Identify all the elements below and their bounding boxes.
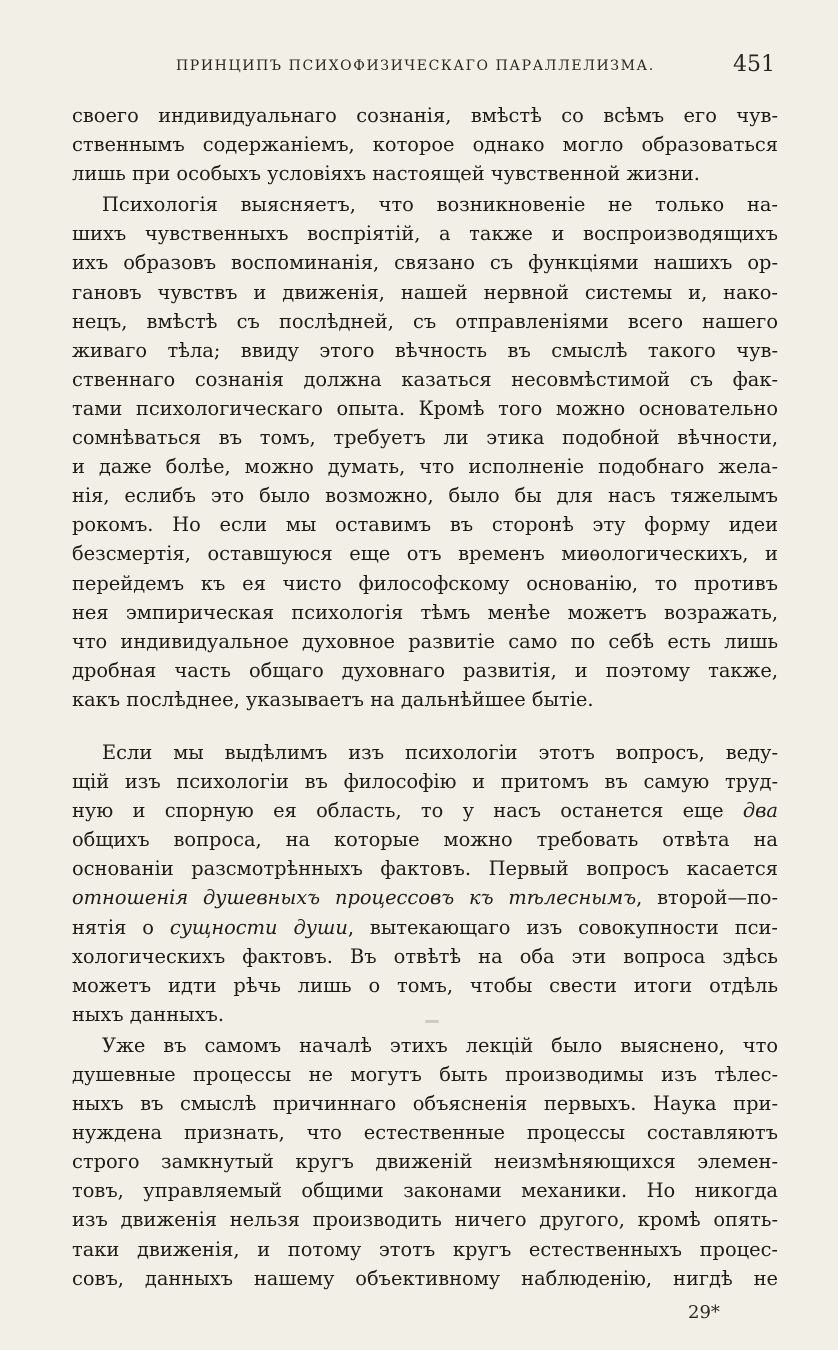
text-line — [72, 738, 778, 767]
text-segment: шихъ чувственныхъ воспріятій, а также и воспроизводящихъ — [72, 222, 778, 246]
text-line — [72, 942, 778, 971]
text-segment: ныхъ данныхъ. — [72, 1002, 225, 1026]
text-segment: дробная часть общаго духовнаго развитія, и поэтому также, — [72, 658, 778, 682]
text-segment: строго замкнутый кругъ движеній неизмѣняющихся элемен- — [72, 1150, 778, 1174]
text-line — [72, 1176, 778, 1205]
text-line — [72, 1264, 778, 1293]
text-segment: ныхъ въ смыслѣ причиннаго объясненія первыхъ. Наука при- — [72, 1092, 778, 1116]
paragraph-gap — [72, 714, 778, 738]
paragraph — [72, 738, 778, 1029]
text-line — [72, 854, 778, 883]
text-segment: гановъ чувствъ и движенія, нашей нервной системы и, нако- — [72, 280, 778, 304]
text-line — [72, 1118, 778, 1147]
text-segment: основаніи разсмотрѣнныхъ фактовъ. Первый вопросъ касается — [72, 857, 778, 881]
running-head — [0, 52, 838, 82]
body-text — [72, 101, 778, 1293]
text-line — [72, 1089, 778, 1118]
text-line — [72, 767, 778, 796]
text-segment: ственнымъ содержаніемъ, которое однако могло образоваться — [72, 133, 778, 157]
text-line — [72, 130, 778, 159]
text-segment: нея эмпирическая психологія тѣмъ менѣе можетъ возражать, — [72, 600, 778, 624]
text-line — [72, 248, 778, 277]
text-line — [72, 159, 778, 188]
emphasis-text: сущности души — [169, 915, 348, 939]
text-line — [72, 336, 778, 365]
text-segment: можетъ идти рѣчь лишь о томъ, чтобы свести итоги отдѣль — [72, 973, 778, 997]
text-line — [72, 685, 778, 714]
text-segment: сомнѣваться въ томъ, требуетъ ли этика подобной вѣчности, — [72, 426, 778, 450]
signature-mark: 29* — [688, 1302, 720, 1323]
text-line — [72, 883, 778, 912]
text-line — [72, 394, 778, 423]
text-line — [72, 365, 778, 394]
text-line — [72, 1000, 778, 1029]
text-segment: своего индивидуальнаго сознанія, вмѣстѣ со всѣмъ его чув- — [72, 104, 778, 127]
text-segment: Если мы выдѣлимъ изъ психологіи этотъ вопросъ, веду- — [102, 740, 778, 764]
text-segment: тами психологическаго опыта. Кромѣ того можно основательно — [72, 396, 778, 420]
text-segment: , второй—по- — [636, 886, 778, 910]
text-line — [72, 1235, 778, 1264]
text-line — [72, 1060, 778, 1089]
text-line — [72, 1205, 778, 1234]
text-segment: ственнаго сознанія должна казаться несовмѣстимой съ фак- — [72, 367, 778, 391]
text-segment: рокомъ. Но если мы оставимъ въ сторонѣ эту форму идеи — [72, 513, 778, 537]
page-number: 451 — [733, 52, 775, 77]
text-line — [72, 452, 778, 481]
text-segment: лишь при особыхъ условіяхъ настоящей чувственной жизни. — [72, 162, 700, 186]
text-segment: Психологія выясняетъ, что возникновеніе не только на- — [102, 193, 778, 217]
text-line — [72, 971, 778, 1000]
text-line — [72, 1147, 778, 1176]
paragraph — [72, 1031, 778, 1293]
text-line — [72, 569, 778, 598]
text-segment: что индивидуальное духовное развитіе само по себѣ есть лишь — [72, 629, 778, 653]
text-segment: хологическихъ фактовъ. Въ отвѣтѣ на оба эти вопроса здѣсь — [72, 944, 778, 968]
text-segment: таки движенія, и потому этотъ кругъ естественныхъ процес- — [72, 1237, 778, 1261]
text-line — [72, 278, 778, 307]
text-line — [72, 825, 778, 854]
text-segment: общихъ вопроса, на которые можно требовать отвѣта на — [72, 828, 778, 852]
text-segment: какъ послѣднее, указываетъ на дальнѣйшее бытіе. — [72, 687, 594, 711]
text-segment: нуждена признать, что естественные процессы составляютъ — [72, 1121, 778, 1145]
paragraph — [72, 190, 778, 714]
text-segment: совъ, данныхъ нашему объективному наблюденію, нигдѣ не — [72, 1266, 778, 1290]
text-segment: ихъ образовъ воспоминанія, связано съ функціями нашихъ ор- — [72, 251, 778, 275]
text-line — [72, 1031, 778, 1060]
text-segment: щій изъ психологіи въ философію и притомъ въ самую труд- — [72, 770, 778, 794]
text-segment: и даже болѣе, можно думать, что исполненіе подобнаго жела- — [72, 455, 778, 479]
text-line — [72, 423, 778, 452]
text-line — [72, 598, 778, 627]
paragraph — [72, 101, 778, 188]
text-segment: изъ движенія нельзя производить ничего другого, кромѣ опять- — [72, 1208, 778, 1232]
text-segment: живаго тѣла; ввиду этого вѣчность въ смыслѣ такого чув- — [72, 338, 778, 362]
text-segment: нятія о — [72, 915, 170, 939]
text-line — [72, 510, 778, 539]
text-segment: безсмертія, оставшуюся еще отъ временъ миѳологическихъ, и — [72, 542, 778, 566]
ink-smudge — [425, 1020, 439, 1023]
text-segment: Уже въ самомъ началѣ этихъ лекцій было выяснено, что — [102, 1033, 778, 1057]
text-segment: ную и спорную ея область, то у насъ останется еще — [72, 799, 743, 823]
text-line — [72, 539, 778, 568]
emphasis-text: отношенія душевныхъ процессовъ къ тѣлеснымъ — [72, 886, 637, 910]
text-line — [72, 796, 778, 825]
text-segment: нецъ, вмѣстѣ съ послѣдней, съ отправленіями всего нашего — [72, 309, 778, 333]
text-line — [72, 101, 778, 130]
text-line — [72, 913, 778, 942]
running-title: ПРИНЦИПЪ ПСИХОФИЗИЧЕСКАГО ПАРАЛЛЕЛИЗМА. — [176, 58, 655, 74]
emphasis-text: два — [742, 799, 778, 823]
text-line — [72, 656, 778, 685]
text-segment: душевные процессы не могутъ быть производимы изъ тѣлес- — [72, 1063, 778, 1086]
text-segment: , вытекающаго изъ совокупности пси- — [347, 915, 778, 939]
text-segment: перейдемъ къ ея чисто философскому основанію, то противъ — [72, 571, 778, 595]
text-line — [72, 219, 778, 248]
text-segment: нія, еслибъ это было возможно, было бы для насъ тяжелымъ — [72, 484, 778, 508]
text-line — [72, 190, 778, 219]
text-line — [72, 481, 778, 510]
text-line — [72, 307, 778, 336]
text-line — [72, 627, 778, 656]
text-segment: товъ, управляемый общими законами механики. Но никогда — [72, 1179, 778, 1203]
